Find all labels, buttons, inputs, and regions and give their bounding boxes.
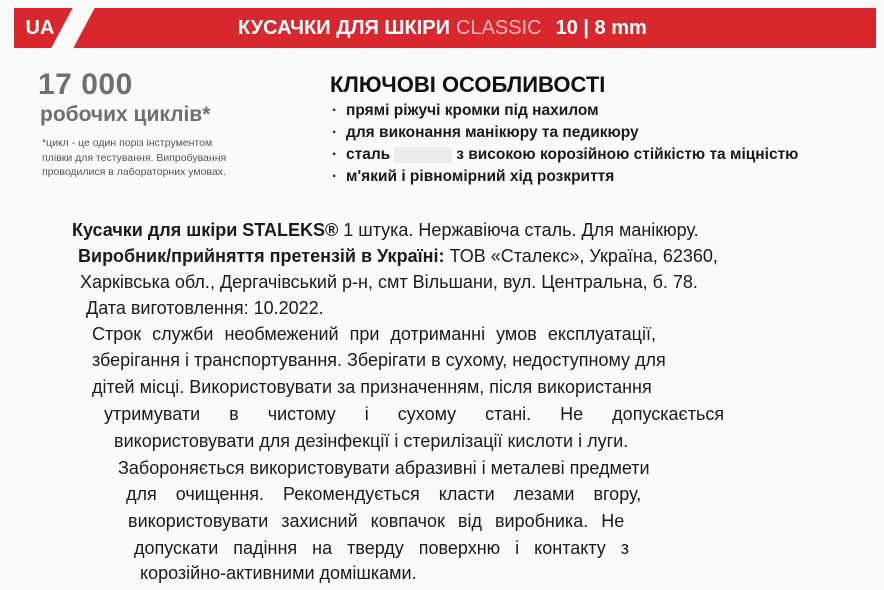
feature-text: прямі ріжучі кромки під нахилом: [346, 102, 599, 119]
bullet-icon: ·: [332, 124, 338, 141]
cycles-footnote: [42, 136, 312, 180]
features-list: [332, 100, 798, 188]
product-series: CLASSIC: [456, 16, 542, 39]
body-line: корозійно-активними домішками.: [140, 563, 417, 583]
feature-text: для виконання манікюру та педикюру: [346, 124, 639, 141]
body-line: допускати падіння на тверду поверхню і контакту з: [134, 538, 630, 558]
feature-text: м'який і рівномірний хід розкриття: [346, 168, 615, 185]
cycles-label: робочих циклів*: [40, 103, 211, 126]
footnote-line: *цикл - це один поріз інструментом: [42, 137, 213, 149]
cycles-count: 17 000: [38, 68, 133, 101]
body-line: дітей місці. Використовувати за призначенням, після використання: [92, 377, 652, 397]
body-line: зберігання і транспортування. Зберігати в сухому, недоступному для: [92, 350, 666, 370]
body-line: Забороняється використовувати абразивні і металеві предмети: [118, 458, 650, 478]
features-title: КЛЮЧОВІ ОСОБЛИВОСТІ: [330, 72, 606, 97]
body-line: використовувати для дезінфекції і стерилізації кислоти і луги.: [114, 431, 629, 451]
manufacture-date: Дата виготовлення: 10.2022.: [86, 298, 324, 318]
product-type: КУСАЧКИ ДЛЯ ШКІРИ: [238, 16, 450, 39]
body-line: для очищення. Рекомендується класти лезами вгору,: [126, 484, 642, 504]
product-size: 10 | 8 mm: [555, 16, 647, 39]
manufacturer-name: ТОВ «Сталекс», Україна, 62360,: [444, 246, 718, 266]
bullet-icon: ·: [332, 102, 338, 119]
bullet-icon: ·: [332, 146, 338, 163]
manufacturer-label: Виробник/прийняття претензій в Україні:: [78, 246, 445, 266]
product-details: 1 штука. Нержавіюча сталь. Для манікюру.: [338, 220, 699, 240]
address-line: Харківська обл., Дергачівський р-н, смт Вільшани, вул. Центральна, б. 78.: [80, 272, 698, 292]
product-line: [72, 220, 699, 241]
footnote-line: проводилися в лабораторних умовах.: [42, 166, 226, 178]
language-badge: UA: [14, 8, 66, 48]
feature-item: [332, 100, 798, 122]
feature-item: [332, 122, 798, 144]
body-line: утримувати в чистому і сухому стані. Не допускається: [104, 404, 725, 424]
feature-text: сталь: [346, 146, 391, 163]
manufacturer-line: [78, 246, 718, 267]
body-line: Строк служби необмежений при дотриманні умов експлуатації,: [92, 324, 656, 344]
feature-item: [332, 166, 798, 188]
redacted-patch: [394, 147, 452, 163]
header-title: [238, 8, 647, 48]
footnote-line: плівки для тестування. Випробування: [42, 151, 227, 164]
body-line: використовувати захисний ковпачок від виробника. Не: [128, 511, 625, 531]
feature-item: [332, 144, 798, 166]
feature-text-suffix: з високою корозійною стійкістю та міцністю: [456, 146, 799, 163]
product-name: Кусачки для шкіри STALEKS®: [72, 220, 339, 240]
bullet-icon: ·: [332, 168, 338, 185]
